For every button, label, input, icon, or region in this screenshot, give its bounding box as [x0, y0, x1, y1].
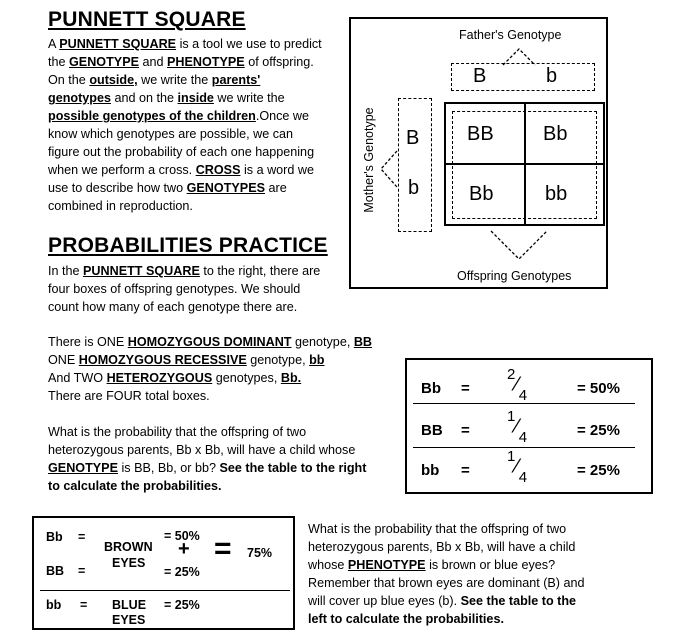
section-title: PROBABILITIES PRACTICE	[48, 234, 328, 257]
row-genotype-3: bb	[421, 462, 440, 479]
row-genotype-1: Bb	[421, 380, 441, 397]
brown-label-2: EYES	[112, 556, 146, 570]
pheno-BB: BB	[46, 564, 65, 578]
intro-paragraph: A PUNNETT SQUARE is a tool we use to predict the GENOTYPE and PHENOTYPE of offspring. On the outside, we write the parents' genotypes and on the inside we write the possible genotypes of the children.Once we know which genotypes are possible, we can figure out the probability of each one happening when we perform a cross. CROSS is a word we use to describe how two GENOTYPES are combined in reproduction.	[48, 37, 322, 213]
pheno-eq-3: =	[80, 598, 88, 612]
row-eq-3: =	[461, 462, 470, 479]
pheno-Bb: Bb	[46, 530, 63, 544]
pheno-p1: = 50%	[164, 529, 200, 543]
row-result-1: = 50%	[577, 380, 620, 397]
cell-4: bb	[545, 183, 568, 205]
pheno-p2: = 25%	[164, 565, 200, 579]
pheno-bb: bb	[46, 598, 62, 612]
genotype-question: What is the probability that the offspring of two heterozygous parents, Bb x Bb, will have a child whose GENOTYPE is BB, Bb, or bb? See the table to the right to calculate the probabilities.	[48, 425, 367, 493]
row-genotype-2: BB	[421, 422, 443, 439]
brown-label-1: BROWN	[104, 540, 153, 554]
row-result-2: = 25%	[577, 422, 620, 439]
phenotype-question: What is the probability that the offspring of two heterozygous parents, Bb x Bb, will have a child whose PHENOTYPE is brown or blue eyes? Remember that brown eyes are dominant (B) and will cover up blue eyes (b). See the table to the left to calculate the probabilities.	[308, 522, 585, 626]
mother-alleles-box	[398, 98, 432, 232]
mother-allele-2: b	[408, 177, 420, 199]
plus-sign: +	[178, 538, 190, 560]
page-title: PUNNETT SQUARE	[48, 8, 246, 31]
row-fraction-3: $^1⁄_4$	[507, 448, 528, 486]
blue-label-2: EYES	[112, 613, 146, 627]
cell-1: BB	[467, 123, 494, 145]
offspring-arrow-icon	[489, 229, 549, 263]
row-fraction-2: $^1⁄_4$	[507, 408, 528, 446]
father-allele-1: B	[473, 65, 487, 87]
punnett-square-diagram	[349, 17, 608, 289]
father-label: Father's Genotype	[459, 28, 562, 42]
mother-allele-1: B	[406, 127, 420, 149]
phenotype-probability-table	[32, 516, 295, 630]
blue-label-1: BLUE	[112, 598, 147, 612]
row-fraction-1: $^2⁄_4$	[507, 366, 528, 404]
row-eq-2: =	[461, 422, 470, 439]
equals-sign: =	[214, 532, 232, 565]
mother-arrow-icon	[377, 149, 399, 189]
father-allele-2: b	[546, 65, 558, 87]
mother-label: Mother's Genotype	[362, 107, 376, 213]
genotype-counts: There is ONE HOMOZYGOUS DOMINANT genotype, BB ONE HOMOZYGOUS RECESSIVE genotype, bb And TWO HETEROZYGOUS genotypes, Bb. There are FOUR total boxes.	[48, 335, 373, 403]
cell-2: Bb	[543, 123, 568, 145]
pheno-eq-2: =	[78, 564, 86, 578]
pheno-total: 75%	[247, 546, 273, 560]
genotype-probability-table	[405, 358, 653, 494]
row-result-3: = 25%	[577, 462, 620, 479]
practice-intro: In the PUNNETT SQUARE to the right, there are four boxes of offspring genotypes. We should count how many of each genotype there are.	[48, 264, 321, 314]
cell-3: Bb	[469, 183, 494, 205]
pheno-p3: = 25%	[164, 598, 200, 612]
row-eq-1: =	[461, 380, 470, 397]
offspring-label: Offspring Genotypes	[457, 269, 572, 283]
pheno-eq-1: =	[78, 530, 86, 544]
